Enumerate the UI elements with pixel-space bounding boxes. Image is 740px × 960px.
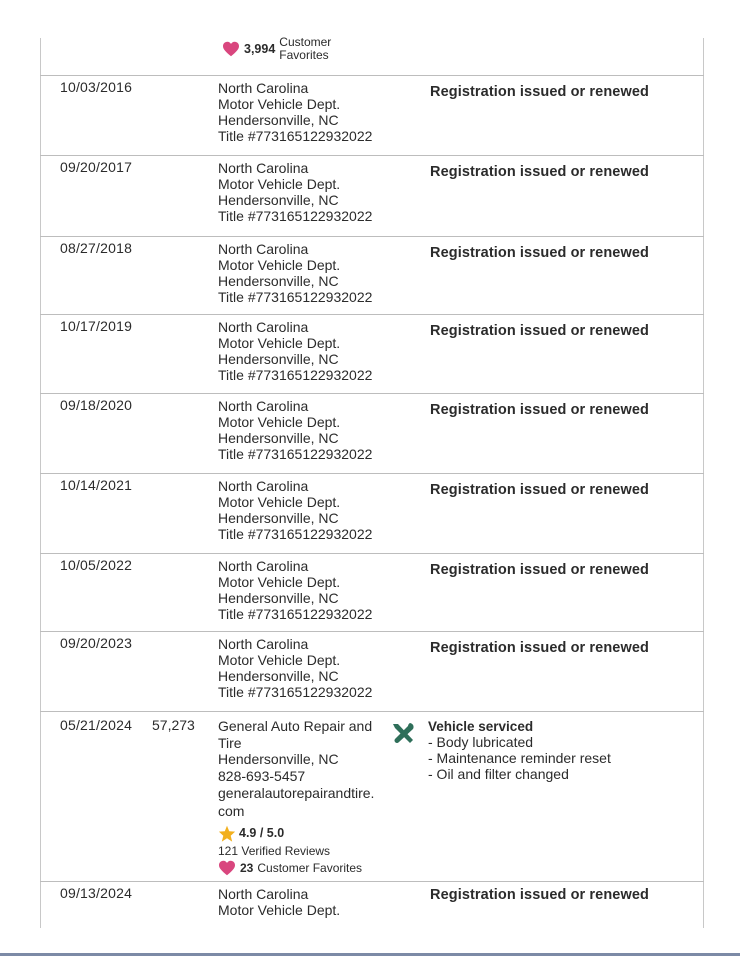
record-source	[218, 398, 372, 462]
source-line: Motor Vehicle Dept.	[218, 494, 341, 510]
source-line: North Carolina	[218, 886, 309, 902]
source-line: Motor Vehicle Dept.	[218, 414, 341, 430]
record-description: Registration issued or renewed	[430, 245, 649, 261]
star-icon	[218, 825, 236, 842]
favorites-label-1: Customer	[279, 35, 332, 49]
source-line: Hendersonville, NC	[218, 112, 339, 128]
page-bottom-bar	[0, 953, 740, 956]
record-description: Registration issued or renewed	[430, 482, 649, 498]
record-date: 10/05/2022	[60, 557, 133, 573]
source-line: North Carolina	[218, 558, 309, 574]
record-source	[218, 160, 372, 224]
source-line: Motor Vehicle Dept.	[218, 335, 341, 351]
source-line: Title #773165122932022	[218, 526, 373, 542]
source-line: North Carolina	[218, 80, 309, 96]
record-date: 10/17/2019	[60, 318, 133, 334]
favorites-count: 23	[240, 860, 254, 875]
source-line: Motor Vehicle Dept.	[218, 257, 341, 273]
record-date: 09/20/2023	[60, 635, 133, 651]
record-source	[218, 636, 372, 700]
record-description: Registration issued or renewed	[430, 164, 649, 180]
service-description	[428, 719, 611, 782]
source-line: North Carolina	[218, 241, 309, 257]
source-line: North Carolina	[218, 636, 309, 652]
record-source	[218, 886, 340, 918]
service-provider	[218, 718, 374, 876]
record-date: 09/13/2024	[60, 885, 133, 901]
registration-record-row	[40, 155, 704, 236]
record-description: Registration issued or renewed	[430, 323, 649, 339]
service-item: - Body lubricated	[428, 734, 534, 750]
record-source	[218, 478, 372, 542]
provider-name-line-2: Tire	[218, 734, 242, 751]
provider-rating	[218, 825, 374, 842]
service-item: - Oil and filter changed	[428, 766, 569, 782]
registration-record-row	[40, 75, 704, 155]
heart-icon	[222, 41, 240, 57]
record-description: Registration issued or renewed	[430, 640, 649, 656]
source-line: Hendersonville, NC	[218, 192, 339, 208]
record-date: 09/20/2017	[60, 159, 133, 175]
source-line: North Carolina	[218, 319, 309, 335]
registration-record-row	[40, 393, 704, 473]
source-line: Hendersonville, NC	[218, 510, 339, 526]
registration-record-row	[40, 236, 704, 314]
record-date: 10/03/2016	[60, 79, 133, 95]
record-description: Registration issued or renewed	[430, 562, 649, 578]
provider-favorites	[218, 860, 374, 877]
source-line: Hendersonville, NC	[218, 273, 339, 289]
source-line: North Carolina	[218, 398, 309, 414]
registration-record-row	[40, 314, 704, 393]
source-line: Title #773165122932022	[218, 446, 373, 462]
service-item: - Maintenance reminder reset	[428, 750, 611, 766]
odometer-reading: 57,273	[152, 717, 195, 733]
provider-website-line-1[interactable]: generalautorepairandtire.	[218, 785, 375, 801]
record-description: Registration issued or renewed	[430, 887, 649, 903]
record-date: 10/14/2021	[60, 477, 133, 493]
source-line: Hendersonville, NC	[218, 430, 339, 446]
record-date: 09/18/2020	[60, 397, 133, 413]
record-description: Registration issued or renewed	[430, 402, 649, 418]
rating-value: 4.9 / 5.0	[239, 826, 285, 841]
provider-name-line-1: General Auto Repair and	[218, 718, 373, 734]
header-favorites	[222, 36, 331, 62]
service-title: Vehicle serviced	[428, 719, 534, 734]
source-line: Title #773165122932022	[218, 208, 373, 224]
service-record-row	[40, 711, 704, 881]
tools-icon	[390, 721, 416, 745]
source-line: North Carolina	[218, 160, 309, 176]
source-line: Motor Vehicle Dept.	[218, 176, 341, 192]
provider-website-line-2[interactable]: com	[218, 802, 245, 819]
source-line: Title #773165122932022	[218, 289, 373, 305]
record-source	[218, 241, 372, 305]
record-date: 05/21/2024	[60, 717, 133, 733]
source-line: Title #773165122932022	[218, 367, 373, 383]
source-line: Title #773165122932022	[218, 684, 373, 700]
source-line: Hendersonville, NC	[218, 668, 339, 684]
source-line: Motor Vehicle Dept.	[218, 574, 341, 590]
verified-reviews: 121 Verified Reviews	[218, 844, 331, 858]
favorites-count: 3,994	[244, 42, 276, 56]
source-line: Title #773165122932022	[218, 606, 373, 622]
record-date: 08/27/2018	[60, 240, 133, 256]
record-source	[218, 319, 372, 383]
record-description: Registration issued or renewed	[430, 84, 649, 100]
source-line: Hendersonville, NC	[218, 351, 339, 367]
heart-icon	[218, 860, 236, 876]
source-line: Motor Vehicle Dept.	[218, 96, 341, 112]
record-source	[218, 558, 372, 622]
source-line: Hendersonville, NC	[218, 590, 339, 606]
source-line: North Carolina	[218, 478, 309, 494]
registration-record-row	[40, 631, 704, 711]
provider-phone[interactable]: 828-693-5457	[218, 767, 306, 784]
source-line: Motor Vehicle Dept.	[218, 902, 341, 918]
provider-city: Hendersonville, NC	[218, 751, 339, 767]
record-row	[40, 881, 704, 931]
source-line: Motor Vehicle Dept.	[218, 652, 341, 668]
favorites-label: Customer Favorites	[257, 860, 363, 875]
registration-record-row	[40, 553, 704, 631]
registration-record-row	[40, 473, 704, 553]
source-line: Title #773165122932022	[218, 128, 373, 144]
favorites-label-2: Favorites	[279, 48, 329, 62]
record-source	[218, 80, 372, 144]
